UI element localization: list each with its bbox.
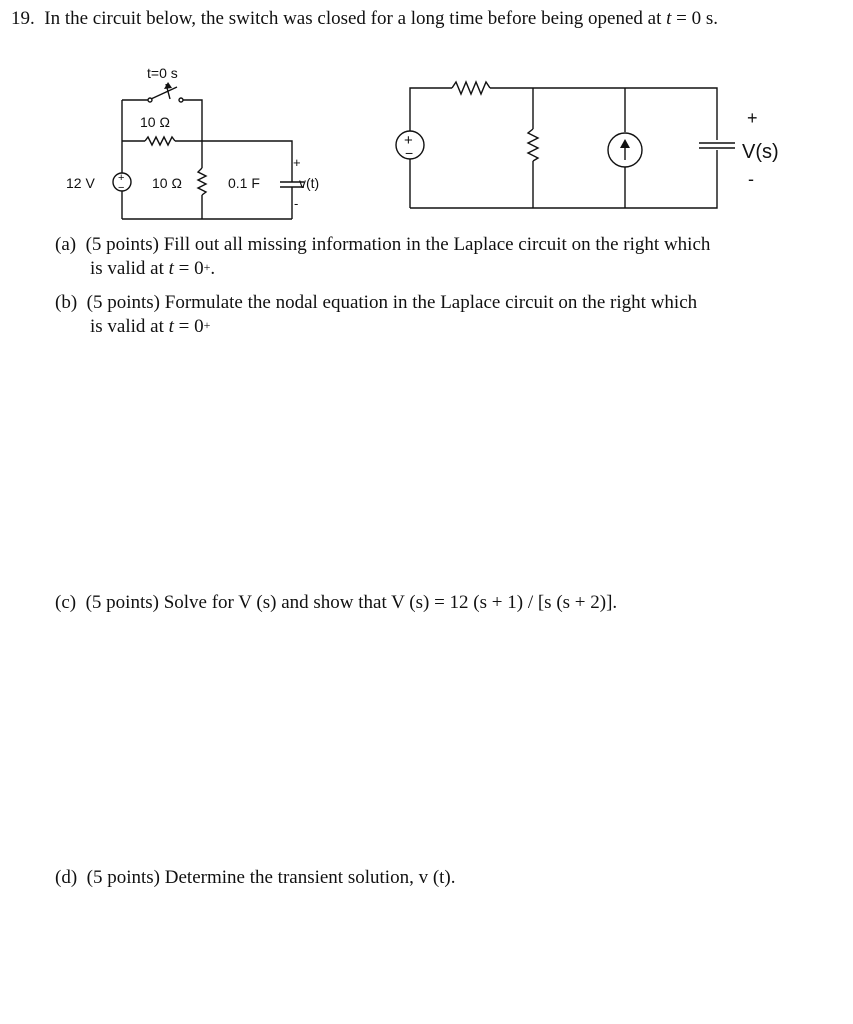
right-v-minus: -: [748, 169, 754, 189]
part-a-end: .: [210, 258, 216, 279]
part-b-line1: Formulate the nodal equation in the Laplace circuit on the right which: [164, 292, 698, 313]
left-source-plus: +: [118, 172, 125, 184]
question-text: In the circuit below, the switch was closed for a long time before being opened at: [44, 8, 662, 29]
r-top-resistor: [145, 137, 175, 145]
right-wire-top-right: [490, 88, 717, 140]
v-minus: -: [294, 196, 299, 211]
switch-wire-right: [183, 100, 202, 141]
part-b-var: t: [168, 316, 174, 337]
right-wire-bottom: [410, 150, 717, 208]
part-b: [55, 292, 697, 314]
part-b-points: (5 points): [86, 292, 161, 313]
r-mid-resistor: [198, 168, 206, 195]
part-c: [55, 592, 617, 614]
part-d-text: Determine the transient solution, v (t).: [164, 867, 456, 888]
left-source-minus: −: [118, 182, 125, 194]
part-b-line2-prefix: is valid at: [90, 316, 164, 337]
part-b-label: (b): [55, 292, 78, 313]
question-text-end: = 0 s.: [676, 8, 719, 29]
right-r-top: [452, 82, 490, 94]
right-v-plus: +: [747, 108, 758, 128]
part-a-points: (5 points): [85, 234, 159, 255]
part-b-sup: +: [203, 318, 211, 332]
part-a-line1: Fill out all missing information in the Laplace circuit on the right which: [163, 234, 711, 255]
switch-contact-right: [179, 98, 183, 102]
part-b-eq: = 0: [178, 316, 204, 337]
switch-label: t=0 s: [147, 65, 178, 81]
part-a: [55, 234, 710, 256]
switch-arrow-head: [164, 82, 172, 89]
left-source-label: 12 V: [66, 175, 95, 191]
part-a-label: (a): [55, 234, 77, 255]
part-a-eq: = 0: [178, 258, 204, 279]
switch-blade: [151, 87, 177, 99]
cap-label: 0.1 F: [228, 175, 260, 191]
part-c-text: Solve for V (s) and show that V (s) = 12 (s + 1) / [s (s + 2)].: [163, 592, 618, 613]
part-b-line2: [90, 316, 210, 338]
part-d-points: (5 points): [86, 867, 161, 888]
part-c-points: (5 points): [85, 592, 159, 613]
right-source-minus: −: [405, 145, 414, 161]
question-var: t: [666, 8, 672, 29]
right-v-label: V(s): [742, 141, 779, 163]
r-top-wire-right: [175, 141, 292, 170]
question-number: 19.: [11, 8, 35, 29]
r-top-label: 10 Ω: [140, 114, 170, 130]
part-d: [55, 867, 456, 889]
v-plus: +: [293, 155, 301, 170]
part-a-sup: +: [203, 260, 211, 274]
part-a-var: t: [168, 258, 174, 279]
right-source-plus: +: [404, 132, 413, 149]
r-mid-label: 10 Ω: [152, 175, 182, 191]
right-r-mid: [528, 129, 538, 161]
part-a-line2-prefix: is valid at: [90, 258, 164, 279]
part-a-line2: [90, 258, 215, 280]
part-c-label: (c): [55, 592, 77, 613]
part-d-label: (d): [55, 867, 78, 888]
v-label: v(t): [299, 175, 320, 191]
circuit-diagrams: [0, 0, 853, 230]
